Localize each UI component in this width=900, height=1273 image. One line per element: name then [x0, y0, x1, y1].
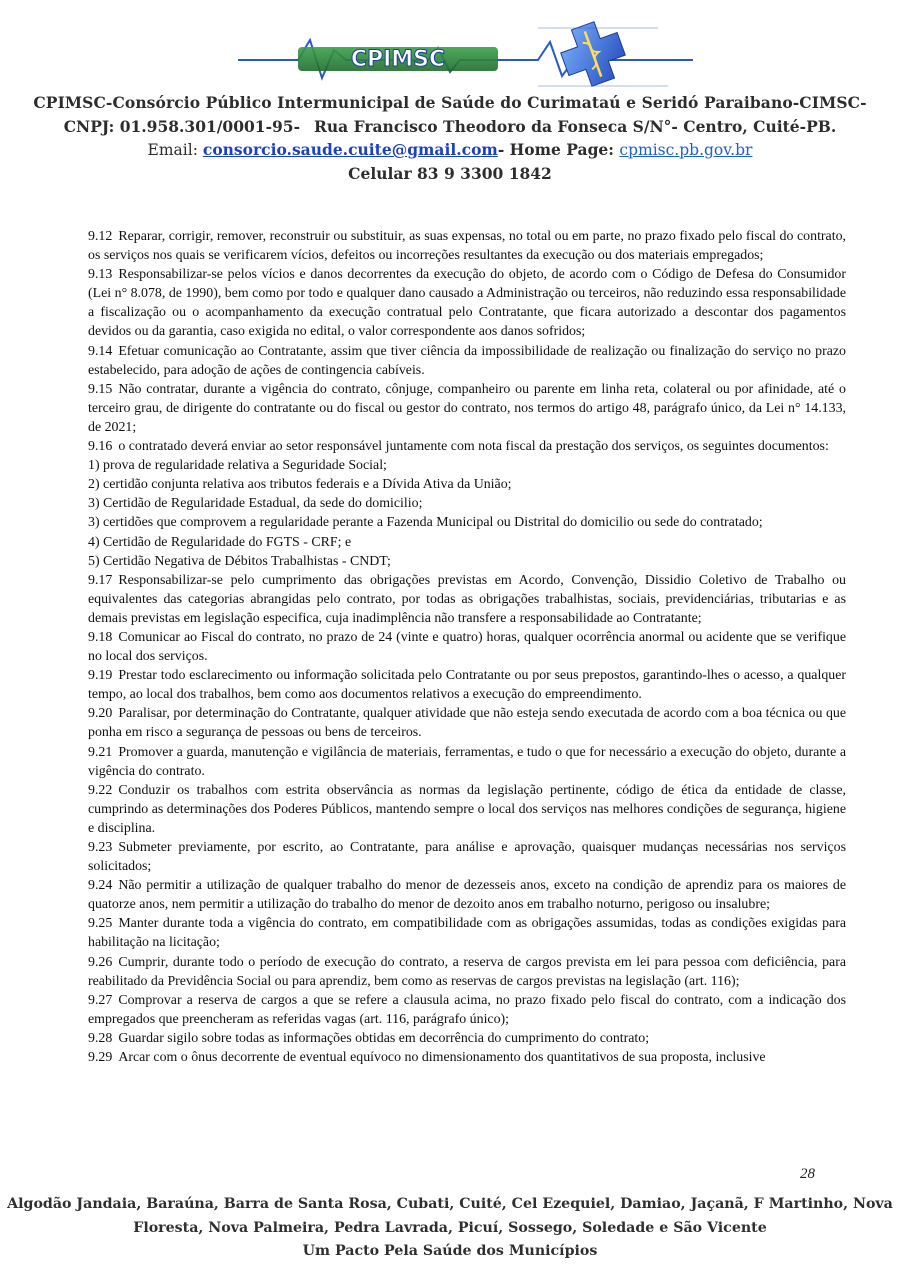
- clause-text: Conduzir os trabalhos com estrita observância as normas da legislação pertinente, código de ética da entidade de classe, cumprindo as determinações dos Poderes Públicos, mantendo sempre o local dos serviços nas melhores condições de segurança, higiene e disciplina.: [88, 782, 846, 836]
- clause-text: Cumprir, durante todo o período de execução do contrato, a reserva de cargos prevista em lei para pessoa com deficiência, para reabilitado da Previdência Social ou para aprendiz, bem como as reservas de cargos previstas na legislação (art. 116);: [88, 954, 846, 989]
- footer: [0, 1193, 900, 1264]
- footer-municipalities-line-2: Floresta, Nova Palmeira, Pedra Lavrada, Picuí, Sossego, Soledade e São Vicente: [133, 1219, 767, 1236]
- footer-slogan: Um Pacto Pela Saúde dos Municípios: [302, 1243, 598, 1259]
- clause-9-18: [88, 628, 846, 666]
- clause-number: 9.18: [88, 629, 113, 645]
- clause-number: 9.15: [88, 381, 113, 397]
- clause-9-25: [88, 914, 846, 952]
- clause-9-16: [88, 437, 846, 456]
- clause-number: 9.13: [88, 267, 113, 283]
- clause-9-24: [88, 876, 846, 914]
- clause-9-23: [88, 838, 846, 876]
- clause-9-29: [88, 1048, 846, 1067]
- clause-number: 9.24: [88, 878, 113, 894]
- clause-number: 9.28: [88, 1030, 113, 1046]
- clause-number: 9.16: [88, 439, 113, 455]
- clause-number: 9.27: [88, 992, 113, 1008]
- clause-9-14: [88, 342, 846, 380]
- clause-9-20: [88, 704, 846, 742]
- clause-text: Manter durante toda a vigência do contrato, em compatibilidade com as obrigações assumidas, todas as condições exigidas para habilitação na licitação;: [88, 916, 846, 951]
- footer-municipalities-line-1: Algodão Jandaia, Baraúna, Barra de Santa Rosa, Cubati, Cuité, Cel Ezequiel, Damiao, Jaçanã, F Martinho, Nova: [7, 1196, 893, 1212]
- cpimsc-logo: [238, 20, 693, 92]
- clause-9-21: [88, 743, 846, 781]
- org-cnpj-address: [0, 117, 900, 136]
- clause-text: Paralisar, por determinação do Contratante, qualquer atividade que não esteja sendo executada de acordo com a boa técnica ou que ponha em risco a segurança de pessoas ou bens de terceiros.: [88, 706, 846, 741]
- clause-9-22: [88, 781, 846, 838]
- clause-number: 9.20: [88, 706, 113, 722]
- home-page-label: - Home Page:: [497, 140, 620, 159]
- clause-9-13: [88, 265, 846, 341]
- clause-number: 9.17: [88, 572, 113, 588]
- clause-number: 9.25: [88, 916, 113, 932]
- clause-number: 9.22: [88, 782, 113, 798]
- clause-text: Reparar, corrigir, remover, reconstruir ou substituir, as suas expensas, no total ou em parte, no prazo fixado pelo fiscal do contrato, os serviços nos quais se verificarem vícios, defeitos ou incorreções resultantes da execução ou dos materiais empregados;: [88, 229, 846, 264]
- clause-9-12: [88, 227, 846, 265]
- email-link[interactable]: consorcio.saude.cuite@gmail.com: [202, 140, 498, 159]
- clause-9-15: [88, 380, 846, 437]
- clause-text: Prestar todo esclarecimento ou informação solicitada pelo Contratante ou por seus prepostos, garantindo-lhes o acesso, a qualquer tempo, ao local dos trabalhos, bem como aos documentos relativos a execução do empreendimento.: [88, 668, 846, 703]
- clause-number: 9.19: [88, 668, 113, 684]
- clause-text: Arcar com o ônus decorrente de eventual equívoco no dimensionamento dos quantitativos de sua proposta, inclusive: [118, 1050, 766, 1066]
- clause-text: Promover a guarda, manutenção e vigilância de materiais, ferramentas, e tudo o que for necessário a execução do objeto, durante a vigência do contrato.: [88, 744, 846, 779]
- clause-text: o contratado deverá enviar ao setor responsável juntamente com nota fiscal da prestação dos serviços, os seguintes documentos:: [118, 439, 829, 455]
- clause-text: Efetuar comunicação ao Contratante, assim que tiver ciência da impossibilidade de realização ou finalização do serviço no prazo estabelecido, para adoção de ações de contingencia cabíveis.: [88, 343, 846, 378]
- clause-text: Submeter previamente, por escrito, ao Contratante, para análise e aprovação, quaisquer mudanças necessárias nos serviços solicitados;: [88, 840, 846, 875]
- address: Rua Francisco Theodoro da Fonseca S/N°- Centro, Cuité-PB.: [314, 117, 837, 136]
- document-item: 1) prova de regularidade relativa a Seguridade Social;: [88, 458, 387, 474]
- home-page-link[interactable]: cpmisc.pb.gov.br: [619, 141, 753, 159]
- document-item: 3) Certidão de Regularidade Estadual, da sede do domicilio;: [88, 496, 423, 512]
- clause-9-27: [88, 991, 846, 1029]
- contact-line: [0, 140, 900, 159]
- email-label: Email:: [147, 141, 203, 159]
- clause-text: Não permitir a utilização de qualquer trabalho do menor de dezesseis anos, exceto na condição de aprendiz para os maiores de quatorze anos, nem permitir a utilização do trabalho do menor de dezoito anos em trabalho noturno, perigoso ou insalubre;: [88, 878, 846, 913]
- clause-9-28: [88, 1029, 846, 1048]
- clause-9-26: [88, 953, 846, 991]
- clause-number: 9.14: [88, 343, 113, 359]
- cnpj: CNPJ: 01.958.301/0001-95-: [63, 117, 301, 136]
- clause-number: 9.26: [88, 954, 113, 970]
- logo-text: CPIMSC: [350, 47, 446, 72]
- clause-text: Guardar sigilo sobre todas as informações obtidas em decorrência do cumprimento do contrato;: [118, 1030, 650, 1046]
- clause-number: 9.23: [88, 840, 113, 855]
- clause-text: Comunicar ao Fiscal do contrato, no prazo de 24 (vinte e quatro) horas, qualquer ocorrência anormal ou acidente que se verifique no local dos serviços.: [88, 629, 846, 665]
- clause-9-19: [88, 666, 846, 704]
- document-item: 2) certidão conjunta relativa aos tributos federais e a Dívida Ativa da União;: [88, 477, 512, 493]
- clause-9-17: [88, 571, 846, 628]
- phone: Celular 83 9 3300 1842: [348, 164, 552, 183]
- clause-text: Comprovar a reserva de cargos a que se refere a clausula acima, no prazo fixado pelo fiscal do contrato, com a indicação dos empregados que preencheram as referidas vagas (art. 116, parágrafo único);: [88, 992, 846, 1027]
- document-item: 5) Certidão Negativa de Débitos Trabalhistas - CNDT;: [88, 553, 391, 569]
- org-title: CPIMSC-Consórcio Público Intermunicipal de Saúde do Curimataú e Seridó Paraibano-CIMSC-: [33, 93, 867, 112]
- clause-number: 9.12: [88, 229, 113, 244]
- page-number: 28: [800, 1166, 815, 1182]
- document-item: 4) Certidão de Regularidade do FGTS - CRF; e: [88, 534, 352, 550]
- clause-text: Responsabilizar-se pelo cumprimento das obrigações previstas em Acordo, Convenção, Dissidio Coletivo de Trabalho ou equivalentes das categorias abrangidas pelo contrato, por todas as obrigações trabalhistas, sociais, previdenciárias, tributarias e as demais previstas em legislação especifica, cuja inadimplência não transfere a responsabilidade ao Contratante;: [88, 572, 846, 626]
- document-body: [88, 227, 846, 1067]
- clause-text: Não contratar, durante a vigência do contrato, cônjuge, companheiro ou parente em linha reta, colateral ou por afinidade, até o terceiro grau, de dirigente do contratante ou do fiscal ou gestor do contrato, nos termos do artigo 48, parágrafo único, da Lei n° 14.133, de 2021;: [88, 381, 846, 435]
- document-item: 3) certidões que comprovem a regularidade perante a Fazenda Municipal ou Distrital do domicilio ou sede do contratado;: [88, 515, 763, 531]
- clause-text: Responsabilizar-se pelos vícios e danos decorrentes da execução do objeto, de acordo com o Código de Defesa do Consumidor (Lei n° 8.078, de 1990), bem como por todo e qualquer dano causado a Administração ou terceiros, não reduzindo essa responsabilidade a fiscalização ou o acompanhamento da execução contratual pelo Contratante, que ficara autorizado a descontar dos pagamentos devidos ou da garantia, caso exigida no edital, o valor correspondente aos danos sofridos;: [88, 267, 846, 340]
- clause-number: 9.21: [88, 744, 113, 760]
- clause-number: 9.29: [88, 1050, 113, 1066]
